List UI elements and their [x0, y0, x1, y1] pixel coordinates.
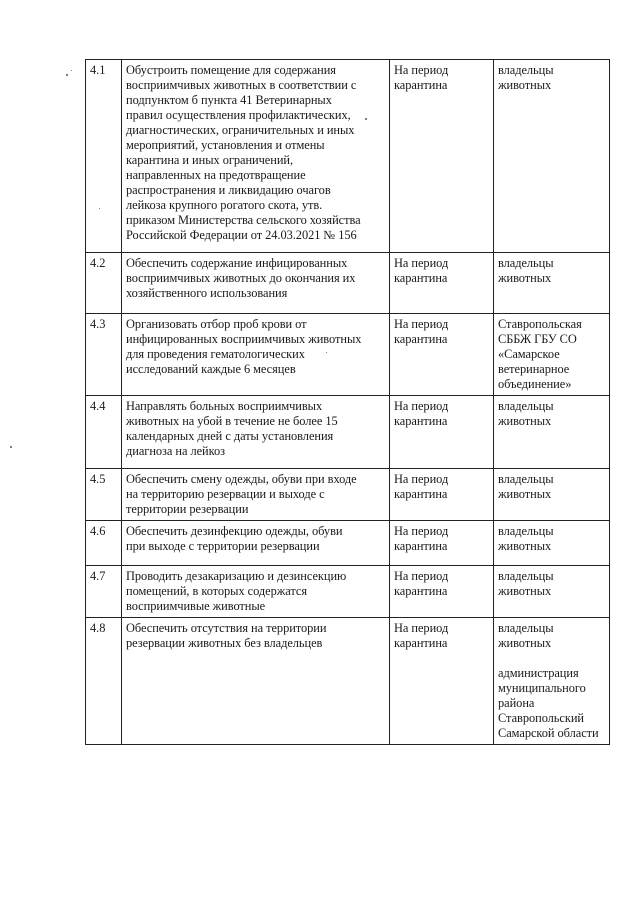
term-text: На период карантина: [390, 618, 494, 745]
table-row: [86, 618, 610, 745]
item-number: 4.4: [86, 396, 122, 469]
scan-speck: [66, 74, 68, 76]
term-text: На период карантина: [390, 253, 494, 314]
term-text: На период карантина: [390, 566, 494, 618]
table-row: [86, 314, 610, 396]
scan-speck: [99, 208, 100, 209]
term-text: На период карантина: [390, 521, 494, 566]
action-text: Направлять больных восприимчивых животных на убой в течение не более 15 календарных дней с даты установления диагноза на лейкоз: [122, 396, 390, 469]
responsible-text: владельцы животных: [494, 521, 610, 566]
item-number: 4.3: [86, 314, 122, 396]
responsible-text: владельцы животных: [494, 253, 610, 314]
responsible-text: владельцы животных администрация муниципального района Ставропольский Самарской области: [494, 618, 610, 745]
table-row: [86, 253, 610, 314]
scan-speck: [71, 70, 72, 71]
item-number: 4.8: [86, 618, 122, 745]
scan-speck: [365, 118, 367, 120]
responsible-text: владельцы животных: [494, 469, 610, 521]
table-row: [86, 521, 610, 566]
table-row: [86, 469, 610, 521]
table-row: [86, 566, 610, 618]
term-text: На период карантина: [390, 60, 494, 253]
action-text: Обеспечить дезинфекцию одежды, обуви при выходе с территории резервации: [122, 521, 390, 566]
responsible-text: владельцы животных: [494, 60, 610, 253]
action-text: Обеспечить отсутствия на территории резервации животных без владельцев: [122, 618, 390, 745]
action-text: Организовать отбор проб крови от инфицированных восприимчивых животных для проведения гематологических исследований каждые 6 месяцев: [122, 314, 390, 396]
item-number: 4.2: [86, 253, 122, 314]
responsible-text: владельцы животных: [494, 566, 610, 618]
table-row: [86, 396, 610, 469]
action-text: Обустроить помещение для содержания восприимчивых животных в соответствии с подпунктом б пункта 41 Ветеринарных правил осуществления профилактических, диагностических, ограничительных и иных мероприятий, установления и отмены карантина и иных ограничений, направленных на предотвращение распространения и ликвидацию очагов лейкоза крупного рогатого скота, утв. приказом Министерства сельского хозяйства Российской Федерации от 24.03.2021 № 156: [122, 60, 390, 253]
scan-speck: [10, 446, 12, 448]
term-text: На период карантина: [390, 396, 494, 469]
item-number: 4.5: [86, 469, 122, 521]
responsible-text: Ставропольская СББЖ ГБУ СО «Самарское ветеринарное объединение»: [494, 314, 610, 396]
action-text: Обеспечить содержание инфицированных восприимчивых животных до окончания их хозяйственного использования: [122, 253, 390, 314]
item-number: 4.7: [86, 566, 122, 618]
action-text: Проводить дезакаризацию и дезинсекцию помещений, в которых содержатся восприимчивые животные: [122, 566, 390, 618]
term-text: На период карантина: [390, 314, 494, 396]
item-number: 4.6: [86, 521, 122, 566]
responsible-text: владельцы животных: [494, 396, 610, 469]
action-text: Обеспечить смену одежды, обуви при входе на территорию резервации и выходе с территории резервации: [122, 469, 390, 521]
term-text: На период карантина: [390, 469, 494, 521]
item-number: 4.1: [86, 60, 122, 253]
measures-table: [85, 59, 610, 745]
table-row: [86, 60, 610, 253]
scan-speck: [326, 352, 327, 353]
